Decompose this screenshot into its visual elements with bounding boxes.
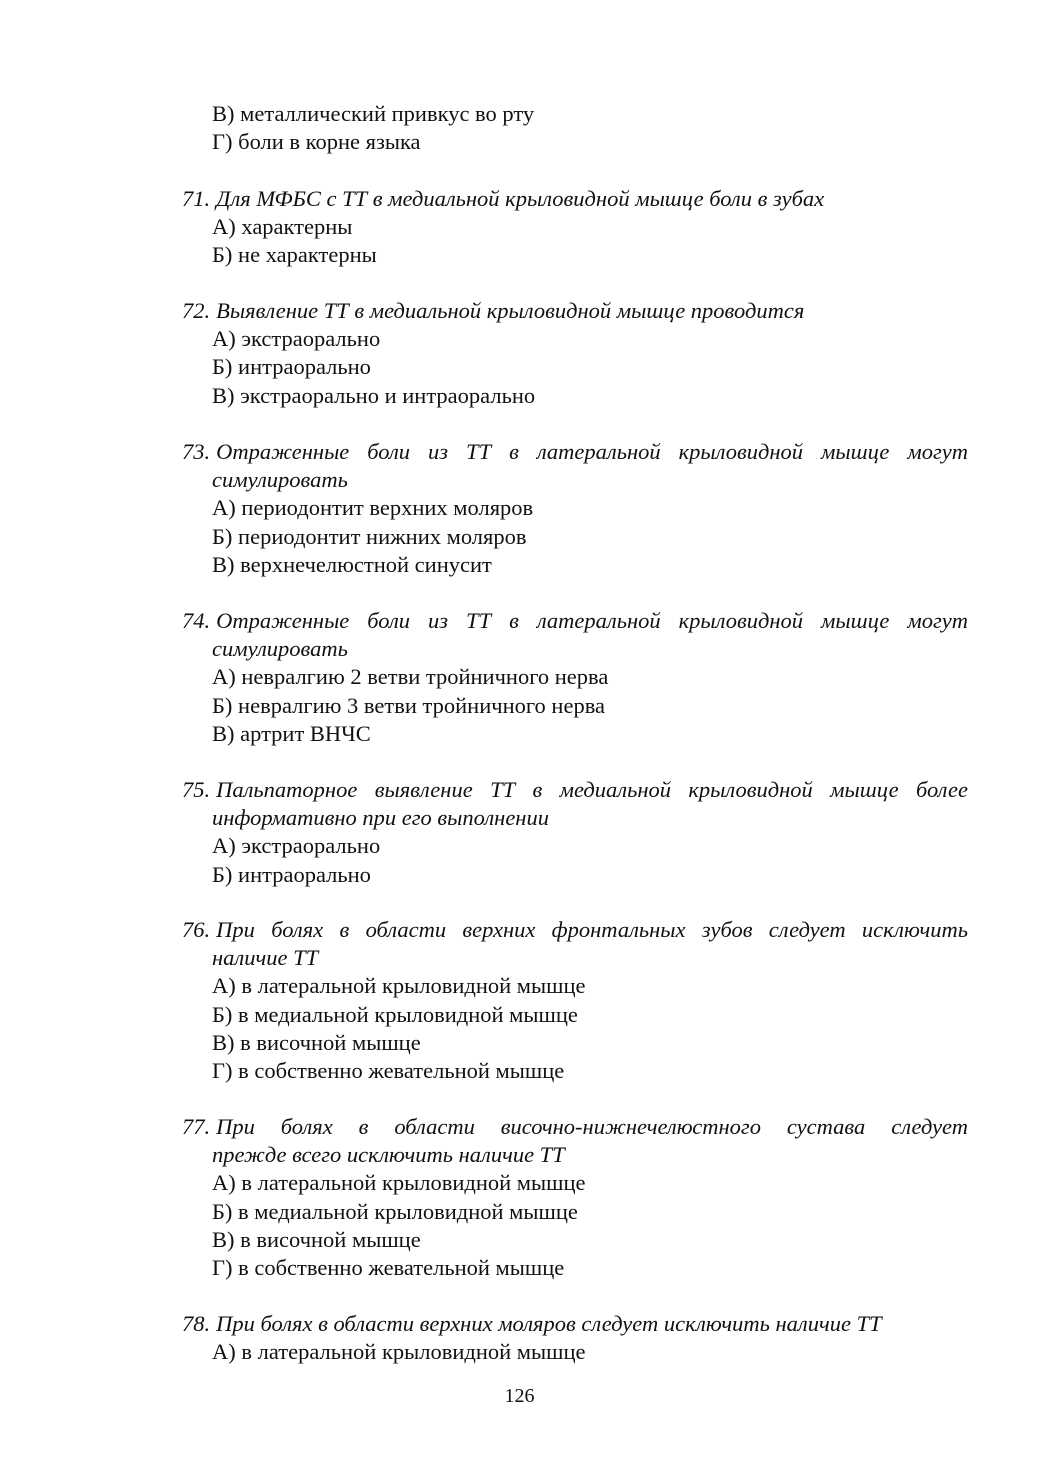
option: Б) не характерны	[212, 242, 377, 268]
question-text-continued: симулировать	[212, 636, 348, 662]
option: Г) в собственно жевательной мышце	[212, 1057, 565, 1083]
question-text: При болях в области верхних моляров следует исключить наличие ТТ	[216, 1311, 882, 1336]
option: А) периодонтит верхних моляров	[212, 495, 534, 521]
question-stem	[182, 1310, 968, 1338]
question-text: Выявление ТТ в медиальной крыловидной мышце проводится	[216, 298, 805, 323]
option: Б) периодонтит нижних моляров	[212, 523, 527, 549]
question-stem	[182, 297, 968, 325]
question-stem	[182, 916, 968, 944]
question-72	[182, 297, 968, 410]
option: Б) невралгию 3 ветви тройничного нерва	[212, 692, 606, 718]
option: А) экстраорально	[212, 326, 381, 352]
option: В) экстраорально и интраорально	[212, 382, 536, 408]
question-number: 74.	[182, 608, 211, 633]
question-76	[182, 916, 968, 1085]
option: В) верхнечелюстной синусит	[212, 551, 492, 577]
question-text-continued: наличие ТТ	[212, 945, 319, 971]
option: А) в латеральной крыловидной мышце	[212, 1339, 586, 1365]
question-number: 75.	[182, 777, 211, 802]
question-number: 71.	[182, 186, 211, 211]
option: А) в латеральной крыловидной мышце	[212, 973, 586, 999]
question-text-continued: информативно при его выполнении	[212, 805, 549, 831]
question-74	[182, 607, 968, 748]
option: Б) в медиальной крыловидной мышце	[212, 1001, 578, 1027]
question-number: 72.	[182, 298, 211, 323]
question-text: При болях в области височно-нижнечелюстного сустава следует	[216, 1114, 968, 1139]
question-text: При болях в области верхних фронтальных зубов следует исключить	[216, 917, 968, 942]
question-text: Отраженные боли из ТТ в латеральной крыловидной мышце могут	[216, 439, 968, 464]
question-text-continued: симулировать	[212, 467, 348, 493]
question-stem	[182, 438, 968, 466]
question-73	[182, 438, 968, 579]
question-71	[182, 185, 968, 270]
option: А) в латеральной крыловидной мышце	[212, 1170, 586, 1196]
option: Б) интраорально	[212, 861, 371, 887]
option: В) в височной мышце	[212, 1226, 421, 1252]
question-75	[182, 776, 968, 889]
option: А) характерны	[212, 214, 353, 240]
question-stem	[182, 607, 968, 635]
question-number: 77.	[182, 1114, 211, 1139]
question-text: Отраженные боли из ТТ в латеральной крыловидной мышце могут	[216, 608, 968, 633]
question-stem	[182, 185, 968, 213]
page-number: 126	[504, 1385, 535, 1407]
question-stem	[182, 776, 968, 804]
option: Б) в медиальной крыловидной мышце	[212, 1198, 578, 1224]
option: Г) в собственно жевательной мышце	[212, 1254, 565, 1280]
question-78	[182, 1310, 968, 1366]
question-number: 78.	[182, 1311, 211, 1336]
question-stem	[182, 1113, 968, 1141]
option: Г) боли в корне языка	[212, 129, 421, 155]
option: В) в височной мышце	[212, 1029, 421, 1055]
option: Б) интраорально	[212, 354, 371, 380]
question-number: 76.	[182, 917, 211, 942]
question-text: Пальпаторное выявление ТТ в медиальной крыловидной мышце более	[216, 777, 968, 802]
question-77	[182, 1113, 968, 1282]
option: А) экстраорально	[212, 833, 381, 859]
option: А) невралгию 2 ветви тройничного нерва	[212, 664, 609, 690]
question-70-continuation	[182, 100, 968, 156]
question-number: 73.	[182, 439, 211, 464]
question-text: Для МФБС с ТТ в медиальной крыловидной мышце боли в зубах	[216, 186, 825, 211]
option: В) артрит ВНЧС	[212, 720, 371, 746]
question-text-continued: прежде всего исключить наличие ТТ	[212, 1142, 565, 1168]
option: В) металлический привкус во рту	[212, 101, 535, 126]
